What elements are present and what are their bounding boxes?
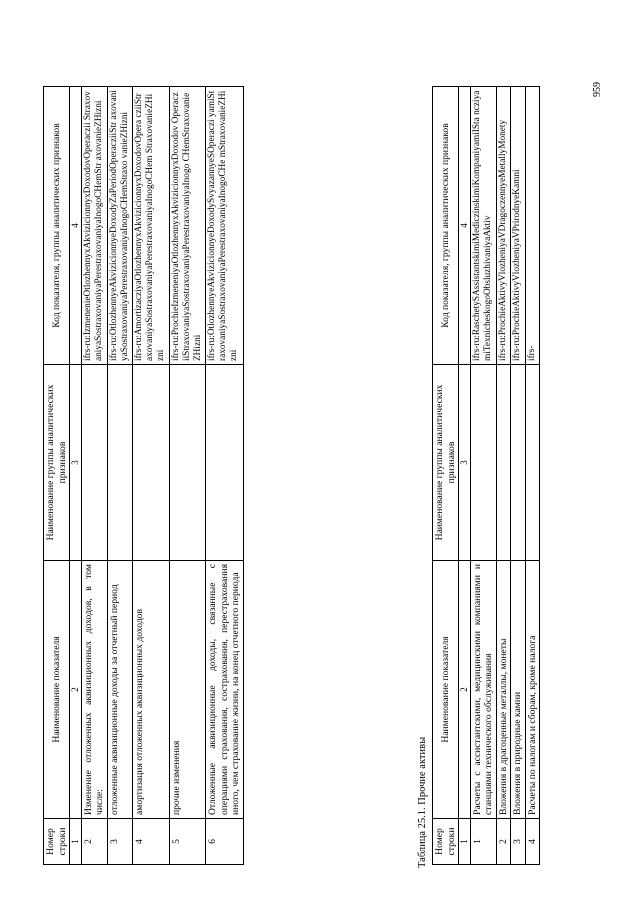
group-name: [525, 365, 540, 561]
row-number: 6: [206, 819, 244, 865]
indicator-name: Отложенные аквизиционные доходы, связанные с операциями страхования, сострахования, перестрахования иного, чем страхование жизни, на конец отчетного периода: [206, 561, 244, 819]
table-row: [496, 87, 511, 865]
table-header-row: [433, 87, 459, 865]
row-number: 4: [525, 819, 540, 865]
table-row: [107, 87, 132, 865]
indicator-name: Вложения в драгоценные металлы, монеты: [496, 561, 511, 819]
table-row: [470, 87, 496, 865]
table-row: [511, 87, 526, 865]
column-number: 4: [70, 87, 82, 365]
indicator-code: ifrs-ru:ProchieAktivyVlozheniyaVPrirodnyeKamni: [511, 87, 526, 365]
column-number: 2: [70, 561, 82, 819]
column-number: 2: [459, 561, 471, 819]
indicator-name: Вложения в природные камни: [511, 561, 526, 819]
table-header-row: [44, 87, 70, 865]
indicator-name: отложенные аквизиционные доходы за отчетный период: [107, 561, 132, 819]
row-number: 3: [107, 819, 132, 865]
page-number: 959: [592, 82, 603, 97]
column-number: 1: [70, 819, 82, 865]
indicator-table-continued: [43, 86, 244, 865]
row-number: 4: [133, 819, 169, 865]
row-number: 2: [496, 819, 511, 865]
group-name: [81, 365, 107, 561]
indicator-name: Расчеты с ассистантскими, медицинскими компаниями и станциями технического обслуживания: [470, 561, 496, 819]
header-indicator-name: Наименование показателя: [433, 561, 459, 819]
indicator-name: амортизация отложенных аквизиционных доходов: [133, 561, 169, 819]
indicator-code: ifrs-ru:ProchieIzmeneniyaOtlozhennyxAkvizicionnyxDoxodov OperacziiStraxovaniyaSostraxovaniyaPerestraxovaniyaInogo CHemStraxovanieZHizni: [169, 87, 205, 365]
other-assets-table: [432, 86, 540, 865]
row-number: 3: [511, 819, 526, 865]
column-number-row: [70, 87, 82, 865]
column-number: 3: [70, 365, 82, 561]
indicator-name: Изменение отложенных аквизиционных доходов, в том числе:: [81, 561, 107, 819]
header-row-number: Номер строки: [433, 819, 459, 865]
indicator-code: ifrs-ru:AmortizacziyaOtlozhennyxAkvizicionnyxDoxodovOpera cziiStraxovaniyaSostraxovaniyaPerestraxovaniyaInogoCHem StraxovanieZHizni: [133, 87, 169, 365]
group-name: [470, 365, 496, 561]
row-number: 5: [169, 819, 205, 865]
header-code: Код показателя, группы аналитических признаков: [44, 87, 70, 365]
header-row-number: Номер строки: [44, 819, 70, 865]
indicator-code: ifrs-ru:OtlozhennyeAkvizicionnyeDoxodySvyazannyeSOperaczi yamiStraxovaniyaSostraxovaniyaPerestraxovaniyaInogoCHe mStraxovanieZHizni: [206, 87, 244, 365]
header-group-name: Наименование группы аналитических признаков: [433, 365, 459, 561]
group-name: [511, 365, 526, 561]
header-code: Код показателя, группы аналитических признаков: [433, 87, 459, 365]
indicator-code: ifrs-ru:RaschetySAssistantskimiMediczinskimiKompaniyamiISta ncziyamiTexnicheskogoObsluzhivaniyaAktiv: [470, 87, 496, 365]
group-name: [133, 365, 169, 561]
table-row: [133, 87, 169, 865]
header-indicator-name: Наименование показателя: [44, 561, 70, 819]
header-group-name: Наименование группы аналитических признаков: [44, 365, 70, 561]
column-number-row: [459, 87, 471, 865]
indicator-code: ifrs-ru:ProchieAktivyVlozheniyaVDragoczennyeMetallyMonety: [496, 87, 511, 365]
table-row: [81, 87, 107, 865]
column-number: 3: [459, 365, 471, 561]
column-number: 4: [459, 87, 471, 365]
table-row: [525, 87, 540, 865]
indicator-name: Расчеты по налогам и сборам, кроме налога: [525, 561, 540, 819]
indicator-code: ifrs-ru:OtlozhennyeAkvizicionnyeDoxodyZaPeriodOperacziiStr axovaniyaSostraxovaniyaPerestraxovaniyaInogoCHemStraxo vanieZHizni: [107, 87, 132, 365]
indicator-code: ifrs-: [525, 87, 540, 365]
table-row: [206, 87, 244, 865]
table-row: [169, 87, 205, 865]
column-number: 1: [459, 819, 471, 865]
indicator-code: ifrs-ru:IzmenenieOtlozhennyxAkvizicionnyxDoxodovOperaczii StraxovaniyaSostraxovaniyaPerestraxovaniyaInogoCHemStr axovanieZHizni: [81, 87, 107, 365]
table-caption: Таблица 25.1. Прочие активы: [417, 736, 428, 868]
row-number: 2: [81, 819, 107, 865]
group-name: [496, 365, 511, 561]
group-name: [107, 365, 132, 561]
indicator-name: прочие изменения: [169, 561, 205, 819]
row-number: 1: [470, 819, 496, 865]
group-name: [206, 365, 244, 561]
group-name: [169, 365, 205, 561]
